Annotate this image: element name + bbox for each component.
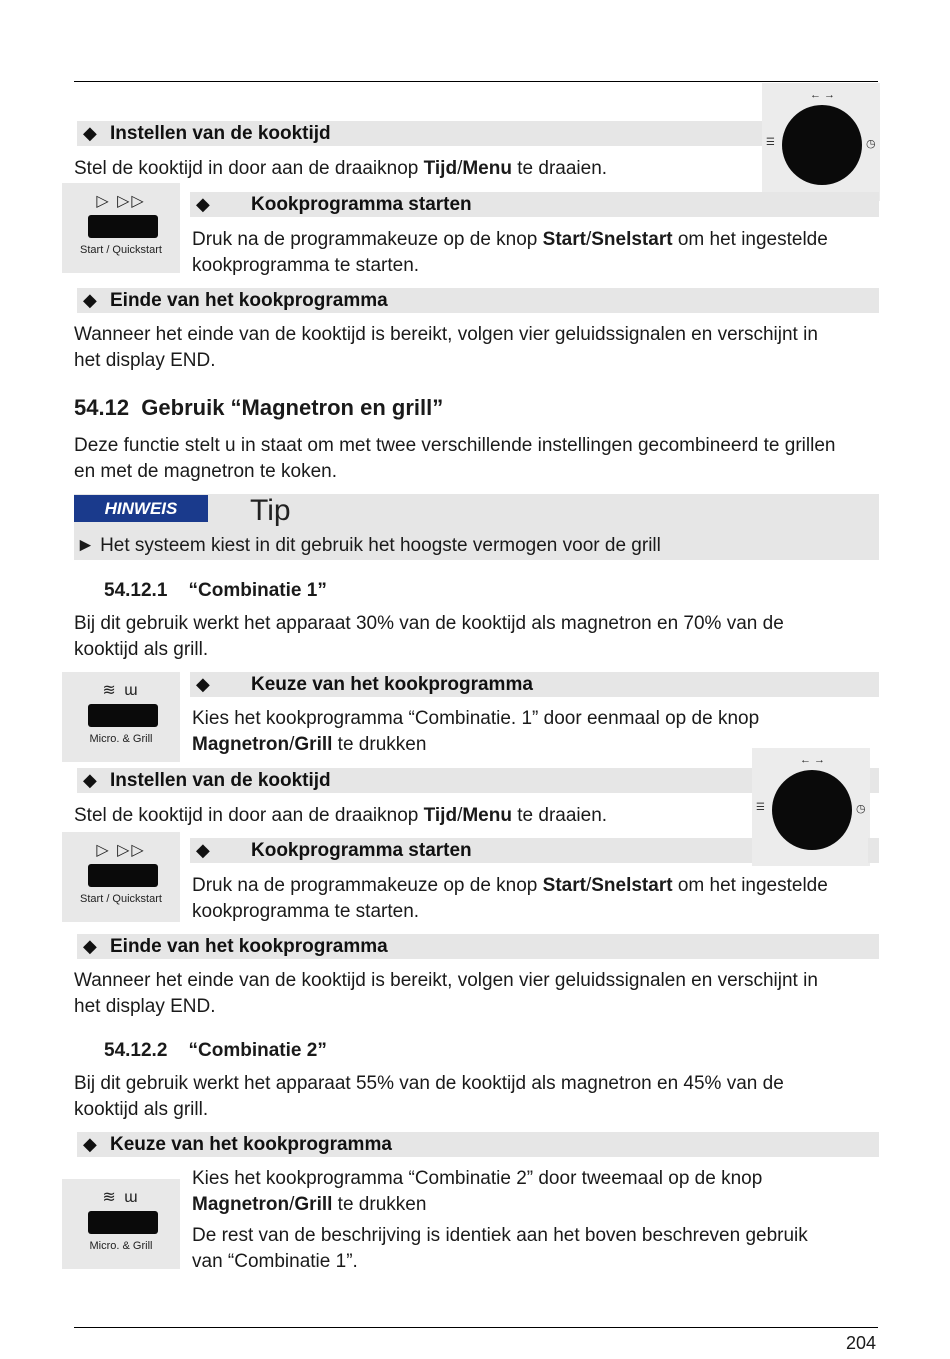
micro-grill-button-graphic [88,704,158,727]
diamond-bullet-icon: ◆ [83,1134,97,1154]
rotary-knob [782,105,862,185]
bar-title: Keuze van het kookprogramma [110,1134,392,1155]
bar-title: Keuze van het kookprogramma [251,674,533,695]
diamond-bullet-icon: ◆ [196,840,210,860]
start-quickstart-panel-image [62,183,180,273]
micro-grill-panel-image [62,672,180,762]
knob-image-time-menu [752,748,870,866]
micro-grill-button-graphic [88,1211,158,1234]
section-bar-starten-tail [868,838,879,863]
start-button-graphic [88,215,158,238]
diamond-bullet-icon: ◆ [196,194,210,214]
tip-text: ► Het systeem kiest in dit gebruik het hoogste vermogen voor de grill [76,535,661,556]
einde-text: Wanneer het einde van de kooktijd is bereikt, volgen vier geluidssignalen en verschijnt in het display END. [74,324,818,371]
rotate-arrows-icon: ← → [800,754,826,766]
diamond-bullet-icon: ◆ [83,770,97,790]
rotary-knob [772,770,852,850]
starten-text: Druk na de programmakeuze op de knop Start/Snelstart om het ingestelde kookprogramma te starten. [192,875,828,922]
combi1-keuze-text: Kies het kookprogramma “Combinatie. 1” door eenmaal op de knop Magnetron/Grill te drukken [192,708,760,755]
section-heading: 54.12 Gebruik “Magnetron en grill” [74,395,444,420]
tip-title: Tip [250,494,291,527]
starten-text: Druk na de programmakeuze op de knop Start/Snelstart om het ingestelde kookprogramma te starten. [192,229,828,276]
micro-grill-icon: ≋ ɯ [102,682,140,699]
subsection-heading-combi2: 54.12.2 “Combinatie 2” [104,1040,327,1061]
section-intro: Deze functie stelt u in staat om met twee verschillende instellingen gecombineerd te grillen en met de magnetron te koken. [74,435,836,482]
bar-title: Einde van het kookprogramma [110,936,388,957]
section-bar-starten [190,192,879,217]
diamond-bullet-icon: ◆ [83,936,97,956]
bar-title: Instellen van de kooktijd [110,770,331,791]
diamond-bullet-icon: ◆ [83,123,97,143]
micro-grill-panel-image [62,1179,180,1269]
subsection-heading-combi1: 54.12.1 “Combinatie 1” [104,580,327,601]
panel-label: Micro. & Grill [89,1240,153,1252]
start-button-graphic [88,864,158,887]
kooktijd-text: Stel de kooktijd in door aan de draaiknop Tijd/Menu te draaien. [74,158,608,179]
section-bar-keuze [190,672,879,697]
diamond-bullet-icon: ◆ [196,674,210,694]
diamond-bullet-icon: ◆ [83,290,97,310]
play-icon: ▷ ▷▷ [96,193,146,210]
combi1-intro: Bij dit gebruik werkt het apparaat 30% van de kooktijd als magnetron en 70% van de kooktijd als grill. [74,613,784,660]
hinweis-badge: HINWEIS [74,495,208,522]
bottom-rule [74,1327,878,1328]
start-quickstart-panel-image [62,832,180,922]
section-bar-einde [77,288,879,313]
bar-title: Instellen van de kooktijd [110,123,331,144]
micro-grill-icon: ≋ ɯ [102,1189,140,1206]
page-number: 204 [845,1333,876,1353]
tip-box [74,494,879,560]
menu-icon: ☰ [756,802,765,813]
bar-title: Kookprogramma starten [251,840,472,861]
top-rule [74,81,878,82]
panel-label: Start / Quickstart [80,893,162,905]
bar-title: Einde van het kookprogramma [110,290,388,311]
panel-label: Start / Quickstart [80,244,162,256]
section-bar-keuze [77,1132,879,1157]
combi2-keuze-text: Kies het kookprogramma “Combinatie 2” door tweemaal op de knop Magnetron/Grill te drukken De rest van de beschrijving is identiek aan het boven beschreven gebruik van “Combinatie 1”. [192,1168,808,1272]
kooktijd-text: Stel de kooktijd in door aan de draaiknop Tijd/Menu te draaien. [74,805,608,826]
panel-label: Micro. & Grill [89,733,153,745]
clock-icon: ◷ [856,803,866,815]
rotate-arrows-icon: ← → [810,89,836,101]
knob-image-time-menu [762,83,880,201]
section-bar-starten [190,838,752,863]
section-bar-kooktijd [77,121,762,146]
einde-text: Wanneer het einde van de kooktijd is bereikt, volgen vier geluidssignalen en verschijnt in het display END. [74,970,818,1017]
play-icon: ▷ ▷▷ [96,842,146,859]
section-bar-einde [77,934,879,959]
bar-title: Kookprogramma starten [251,194,472,215]
combi2-intro: Bij dit gebruik werkt het apparaat 55% van de kooktijd als magnetron en 45% van de kooktijd als grill. [74,1073,784,1120]
clock-icon: ◷ [866,138,876,150]
menu-icon: ☰ [766,137,775,148]
